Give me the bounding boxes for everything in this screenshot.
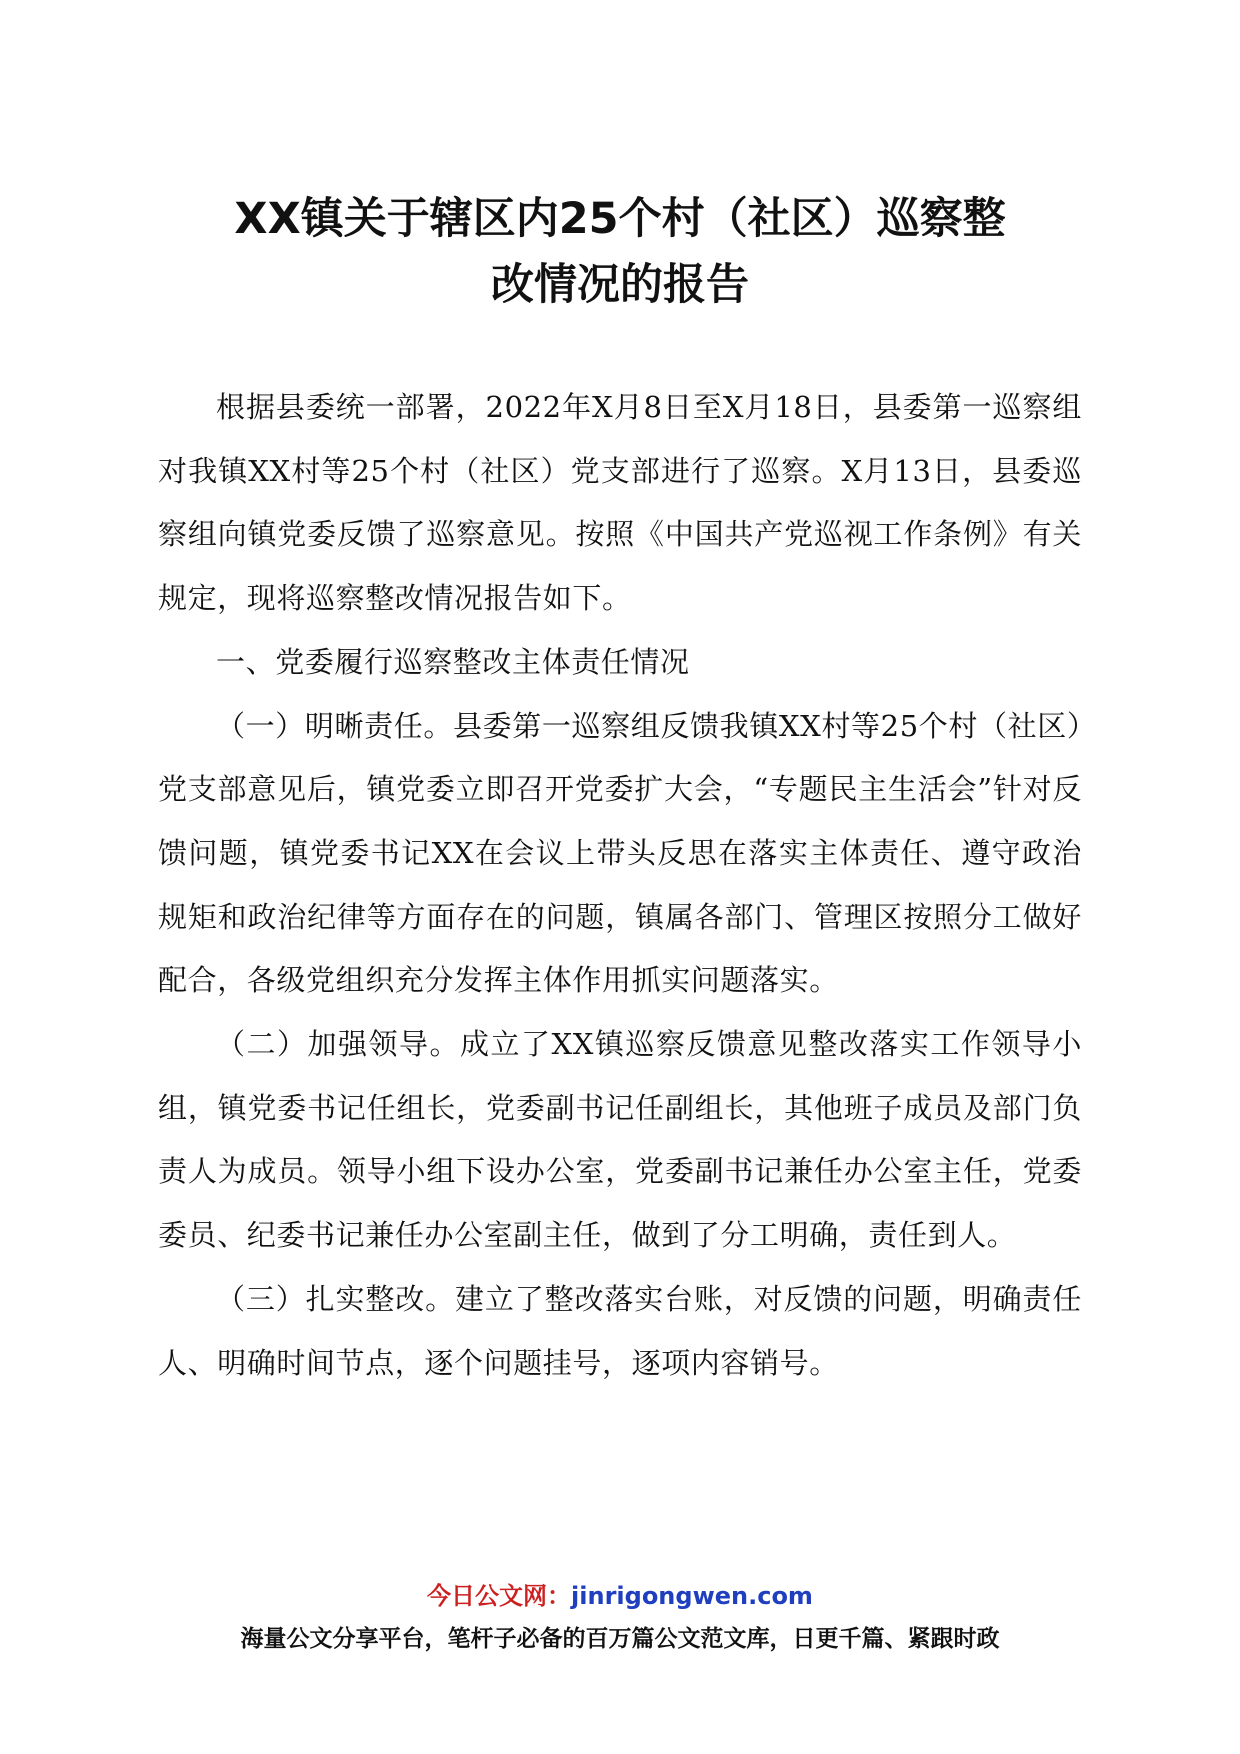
paragraph-intro: 根据县委统一部署，2022年X月8日至X月18日，县委第一巡察组对我镇XX村等25个村（社区）党支部进行了巡察。X月13日，县委巡察组向镇党委反馈了巡察意见。按照《中国共产党巡视工作条例》有关规定，现将巡察整改情况报告如下。 (158, 390, 1082, 616)
footer-slogan: 海量公文分享平台，笔杆子必备的百万篇公文范文库，日更千篇、紧跟时政 (240, 1626, 1000, 1652)
document-title-line-1: XX镇关于辖区内25个村（社区）巡察整 (234, 194, 1006, 244)
footer-site-url-link[interactable]: jinrigongwen.com (571, 1582, 813, 1610)
paragraph-clarify-responsibility: （一）明晰责任。县委第一巡察组反馈我镇XX村等25个村（社区）党支部意见后，镇党委立即召开党委扩大会，“专题民主生活会”针对反馈问题，镇党委书记XX在会议上带头反思在落实主体责任、遵守政治规矩和政治纪律等方面存在的问题，镇属各部门、管理区按照分工做好配合，各级党组织充分发挥主体作用抓实问题落实。 (158, 708, 1082, 998)
footer-site-line (0, 1580, 1240, 1612)
paragraph-strengthen-leadership: （二）加强领导。成立了XX镇巡察反馈意见整改落实工作领导小组，镇党委书记任组长，党委副书记任副组长，其他班子成员及部门负责人为成员。领导小组下设办公室，党委副书记兼任办公室主任，党委委员、纪委书记兼任办公室副主任，做到了分工明确，责任到人。 (158, 1027, 1082, 1253)
paragraph-solid-rectification: （三）扎实整改。建立了整改落实台账，对反馈的问题，明确责任人、明确时间节点，逐个问题挂号，逐项内容销号。 (158, 1281, 1082, 1380)
document-title-line-2: 改情况的报告 (491, 260, 749, 310)
footer-site-name: 今日公文网： (427, 1582, 572, 1610)
document-body (158, 376, 1082, 1395)
section-heading-1: 一、党委履行巡察整改主体责任情况 (216, 644, 690, 679)
